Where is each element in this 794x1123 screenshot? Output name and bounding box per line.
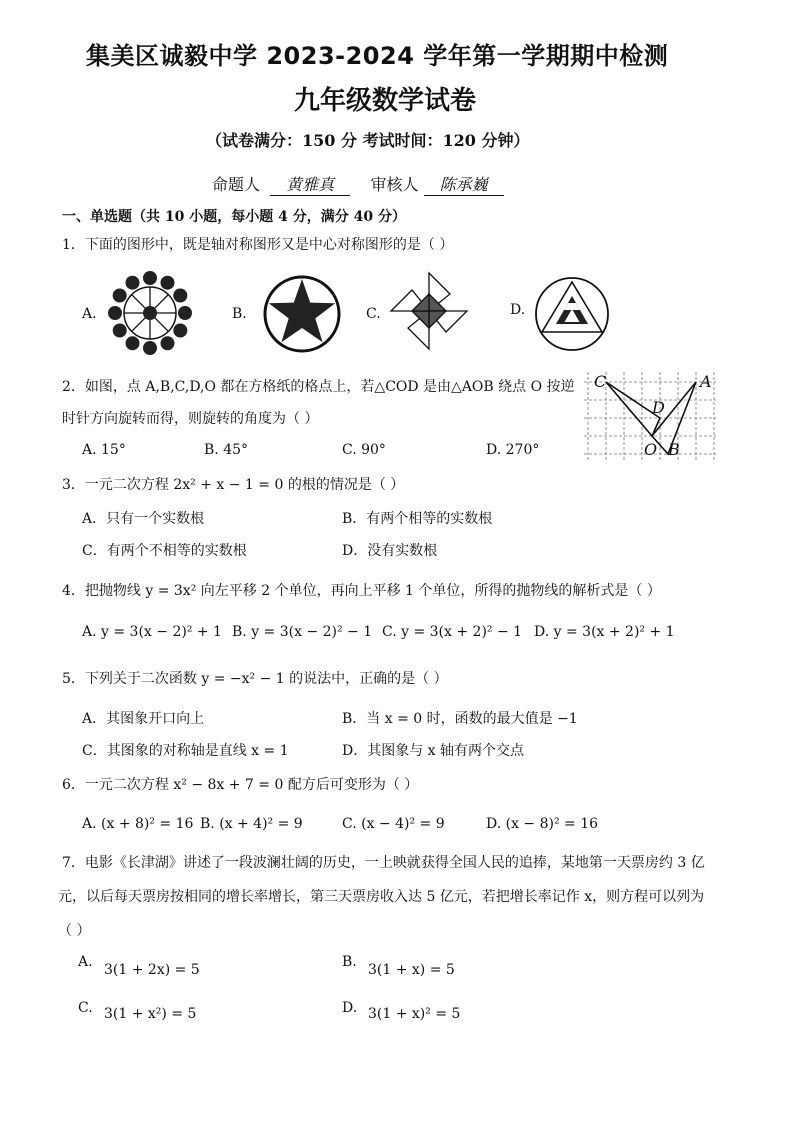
q2-option-b: B. 45°: [204, 442, 249, 458]
q4-option-c: C. y = 3(x + 2)² − 1: [382, 624, 523, 640]
q3-option-b: B．有两个相等的实数根: [342, 511, 493, 527]
q2-option-d: D. 270°: [486, 442, 540, 458]
q6-option-a: A. (x + 8)² = 16: [82, 816, 194, 832]
q7-option-c-letter: C.: [78, 1000, 93, 1016]
q6-option-d: D. (x − 8)² = 16: [486, 816, 599, 832]
q2-label-c: C: [594, 372, 607, 391]
q5-option-a: A．其图象开口向上: [82, 711, 205, 727]
q2-option-a: A. 15°: [82, 442, 126, 458]
reviewer-name: 陈承巍: [424, 172, 504, 196]
q5-option-d: D．其图象与 x 轴有两个交点: [342, 743, 525, 759]
question-6-stem: 6．一元二次方程 x² − 8x + 7 = 0 配方后可变形为（ ）: [62, 777, 419, 793]
question-2-stem-line2: 时针方向旋转而得，则旋转的角度为（ ）: [62, 411, 319, 427]
question-7-stem-line3: （ ）: [58, 923, 91, 939]
q1-option-d-label: D.: [510, 302, 526, 318]
q1-figure-b-star: [262, 274, 342, 354]
q7-option-d-math: 3(1 + x)² = 5: [368, 1006, 461, 1022]
q7-option-d-letter: D.: [342, 1000, 358, 1016]
exam-subtitle: 九年级数学试卷: [294, 86, 477, 116]
q6-option-c: C. (x − 4)² = 9: [342, 816, 445, 832]
q1-option-c-label: C.: [366, 306, 381, 322]
q2-label-b: B: [668, 440, 680, 459]
q2-label-o: O: [644, 440, 658, 459]
q2-option-c: C. 90°: [342, 442, 386, 458]
q1-figure-d-triangle: [532, 274, 612, 354]
q4-option-b: B. y = 3(x − 2)² − 1: [232, 624, 373, 640]
q7-option-b-math: 3(1 + x) = 5: [368, 962, 455, 978]
section-heading: 一、单选题（共 10 小题，每小题 4 分，满分 40 分）: [62, 209, 406, 225]
q3-option-c: C．有两个不相等的实数根: [82, 543, 247, 559]
q3-option-d: D．没有实数根: [342, 543, 438, 559]
question-3-stem: 3．一元二次方程 2x² + x − 1 = 0 的根的情况是（ ）: [62, 477, 405, 493]
author-name: 黄雅真: [270, 172, 350, 196]
q1-figure-c-pinwheel: [386, 268, 472, 354]
question-4-stem: 4．把抛物线 y = 3x² 向左平移 2 个单位，再向上平移 1 个单位，所得的抛物线的解析式是（ ）: [62, 583, 661, 599]
q4-option-a: A. y = 3(x − 2)² + 1: [82, 624, 222, 640]
q2-label-d: D: [652, 398, 665, 417]
q2-label-a: A: [700, 372, 712, 391]
exam-info: （试卷满分：150 分 考试时间：120 分钟）: [206, 131, 530, 150]
reviewer-label: 审核人: [370, 175, 419, 194]
q6-option-b: B. (x + 4)² = 9: [200, 816, 303, 832]
q7-option-c-math: 3(1 + x²) = 5: [104, 1006, 197, 1022]
q3-option-a: A．只有一个实数根: [82, 511, 205, 527]
q1-option-b-label: B.: [232, 306, 247, 322]
q5-option-c: C．其图象的对称轴是直线 x = 1: [82, 743, 289, 759]
question-1-stem: 1．下面的图形中，既是轴对称图形又是中心对称图形的是（ ）: [62, 237, 454, 253]
q7-option-a-letter: A.: [78, 954, 93, 970]
q1-option-a-label: A.: [82, 306, 97, 322]
q7-option-b-letter: B.: [342, 954, 357, 970]
q4-option-d: D. y = 3(x + 2)² + 1: [534, 624, 675, 640]
question-2-stem-line1: 2．如图，点 A,B,C,D,O 都在方格纸的格点上，若△COD 是由△AOB 绕点 O 按逆: [62, 379, 575, 395]
exam-title: 集美区诚毅中学 2023-2024 学年第一学期期中检测: [86, 42, 669, 70]
question-5-stem: 5．下列关于二次函数 y = −x² − 1 的说法中，正确的是（ ）: [62, 671, 448, 687]
q1-figure-a-circles: [110, 270, 190, 356]
author-label: 命题人: [212, 175, 261, 194]
q7-option-a-math: 3(1 + 2x) = 5: [104, 962, 200, 978]
question-7-stem-line2: 元，以后每天票房按相同的增长率增长，第三天票房收入达 5 亿元，若把增长率记作 x，则方程可以列为: [58, 889, 705, 905]
question-7-stem-line1: 7．电影《长津湖》讲述了一段波澜壮阔的历史，一上映就获得全国人民的追捧，某地第一天票房约 3 亿: [62, 855, 705, 871]
author-reviewer-line: [212, 172, 504, 196]
q5-option-b: B．当 x = 0 时，函数的最大值是 −1: [342, 711, 578, 727]
